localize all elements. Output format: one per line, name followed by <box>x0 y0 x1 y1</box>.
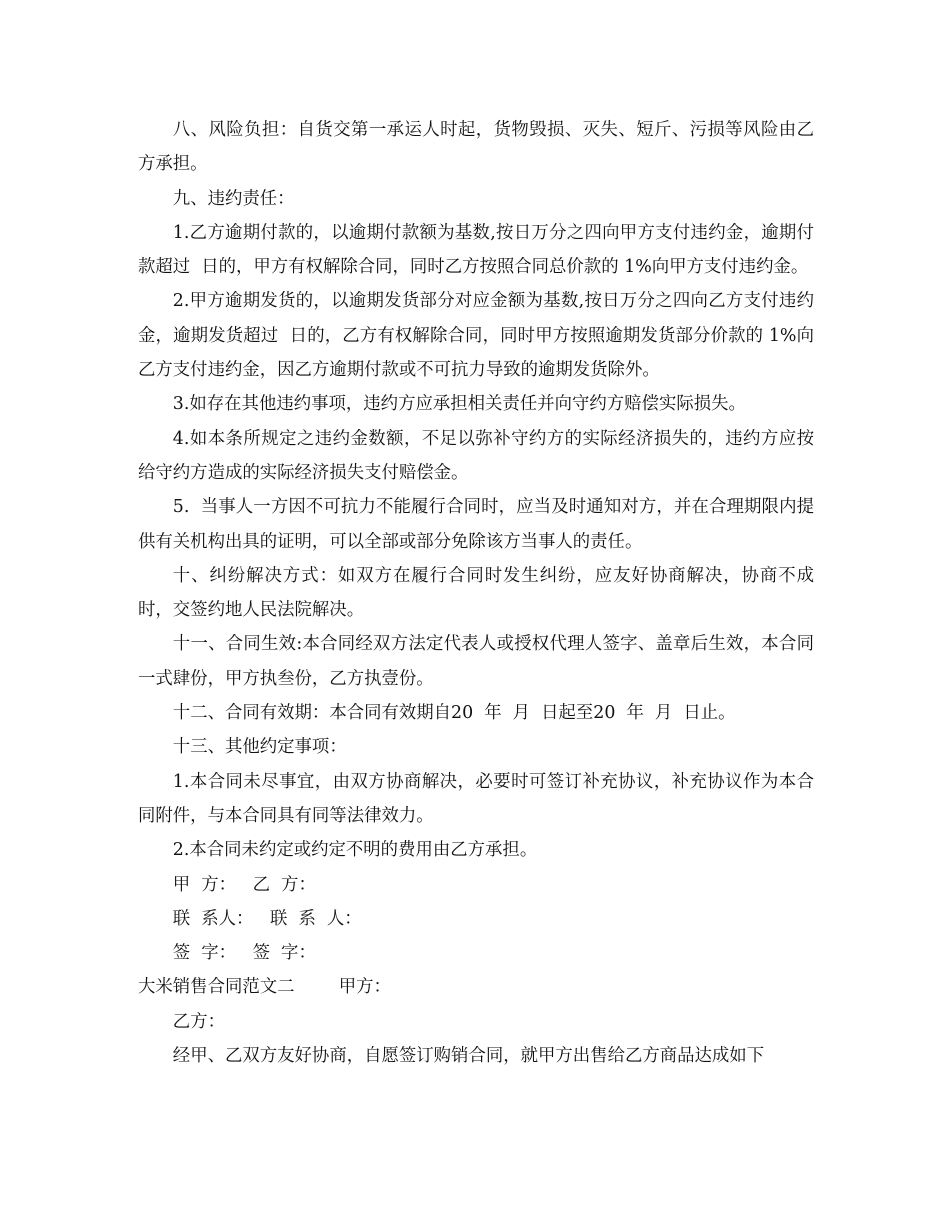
breach-item-4: 4.如本条所规定之违约金数额，不足以弥补守约方的实际经济损失的，违约方应按给守约方造成的实际经济损失支付赔偿金。 <box>138 428 814 483</box>
breach-item-1: 1.乙方逾期付款的，以逾期付款额为基数,按日万分之四向甲方支付违约金，逾期付款超过 日的，甲方有权解除合同，同时乙方按照合同总价款的 1%向甲方支付违约金。 <box>138 222 814 278</box>
other-matters-item-1: 1.本合同未尽事宜，由双方协商解决，必要时可签订补充协议，补充协议作为本合同附件，与本合同具有同等法律效力。 <box>138 771 814 826</box>
other-matters-item-2: 2.本合同未约定或约定不明的费用由乙方承担。 <box>172 840 538 861</box>
breach-item-5: 5. 当事人一方因不可抗力不能履行合同时，应当及时通知对方，并在合理期限内提供有关机构出具的证明，可以全部或部分免除该方当事人的责任。 <box>138 497 814 552</box>
dispute-clause: 十、纠纷解决方式：如双方在履行合同时发生纠纷，应友好协商解决，协商不成时，交签约地人民法院解决。 <box>138 565 814 621</box>
breach-item-3: 3.如存在其他违约事项，违约方应承担相关责任并向守约方赔偿实际损失。 <box>172 394 746 415</box>
signature-party-line: 甲 方： 乙 方： <box>172 874 316 895</box>
document-page <box>138 113 814 1073</box>
signature-sign-line: 签 字： 签 字： <box>172 943 316 964</box>
second-party-b: 乙方： <box>172 1011 225 1032</box>
breach-heading: 九、违约责任： <box>172 188 295 209</box>
validity-clause: 十二、合同有效期：本合同有效期自20 年 月 日起至20 年 月 日止。 <box>172 703 736 724</box>
effectiveness-clause: 十一、合同生效:本合同经双方法定代表人或授权代理人签字、盖章后生效，本合同一式肆份，甲方执叁份，乙方执壹份。 <box>138 634 814 689</box>
breach-item-2: 2.甲方逾期发货的，以逾期发货部分对应金额为基数,按日万分之四向乙方支付违约金，逾期发货超过 日的，乙方有权解除合同，同时甲方按照逾期发货部分价款的 1%向乙方支付违约金，因乙方逾期付款或不可抗力导致的逾期发货除外。 <box>138 291 814 381</box>
other-matters-heading: 十三、其他约定事项： <box>172 737 347 758</box>
risk-clause: 八、风险负担：自货交第一承运人时起，货物毁损、灭失、短斤、污损等风险由乙方承担。 <box>138 120 814 175</box>
signature-contact-line: 联 系人： 联 系 人： <box>172 908 362 929</box>
second-contract-title: 大米销售合同范文二 甲方： <box>138 977 391 998</box>
second-contract-intro: 经甲、乙双方友好协商，自愿签订购销合同，就甲方出售给乙方商品达成如下 <box>172 1046 765 1067</box>
